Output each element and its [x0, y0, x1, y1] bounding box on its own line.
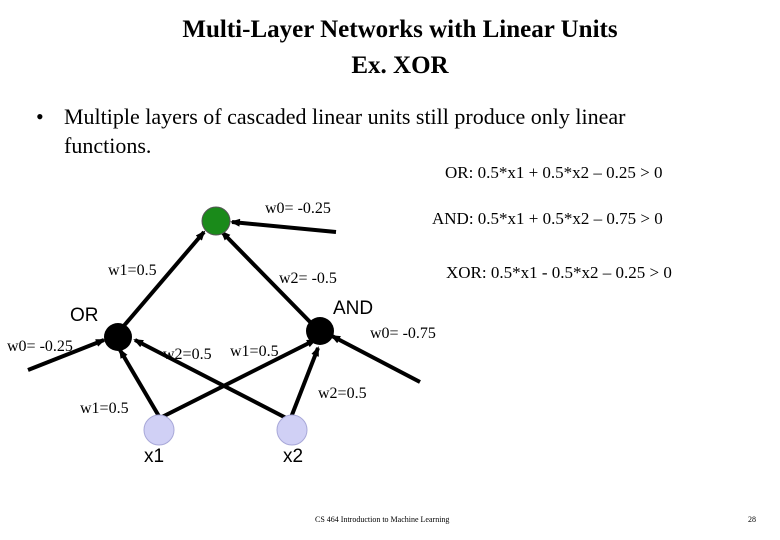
or-w1-label: w1=0.5: [80, 400, 129, 417]
and-w1-label: w1=0.5: [230, 343, 279, 360]
output-w1-label: w1=0.5: [108, 262, 157, 279]
or-node: [104, 323, 132, 351]
and-w2-label: w2=0.5: [318, 385, 367, 402]
output-bias-arrow: [232, 222, 336, 232]
or-node-label: OR: [70, 305, 99, 326]
input-x2-label: x2: [283, 446, 304, 467]
footer-page-number: 28: [748, 515, 756, 524]
edge-x2-to-and: [290, 348, 318, 420]
bullet-marker: •: [36, 104, 44, 129]
and-node-label: AND: [333, 298, 374, 319]
or-equation: OR: 0.5*x1 + 0.5*x2 – 0.25 > 0: [445, 163, 663, 182]
output-node: [202, 207, 230, 235]
footer-course: CS 464 Introduction to Machine Learning: [315, 515, 450, 524]
input-node-x1: [144, 415, 174, 445]
slide-title-line2: Ex. XOR: [351, 52, 449, 79]
slide-title-line1: Multi-Layer Networks with Linear Units: [182, 16, 618, 43]
and-equation: AND: 0.5*x1 + 0.5*x2 – 0.75 > 0: [432, 209, 663, 228]
and-node: [306, 317, 334, 345]
bullet-text: Multiple layers of cascaded linear units still produce only linear functions.: [64, 104, 626, 158]
xor-equation: XOR: 0.5*x1 - 0.5*x2 – 0.25 > 0: [446, 263, 672, 282]
input-node-x2: [277, 415, 307, 445]
output-w0-label: w0= -0.25: [265, 200, 331, 217]
output-w2-label: w2= -0.5: [279, 270, 337, 287]
and-w0-label: w0= -0.75: [370, 325, 436, 342]
or-w2-label: w2=0.5: [163, 346, 212, 363]
edge-or-to-output: [122, 232, 204, 328]
or-w0-label: w0= -0.25: [7, 338, 73, 355]
input-x1-label: x1: [144, 446, 165, 467]
